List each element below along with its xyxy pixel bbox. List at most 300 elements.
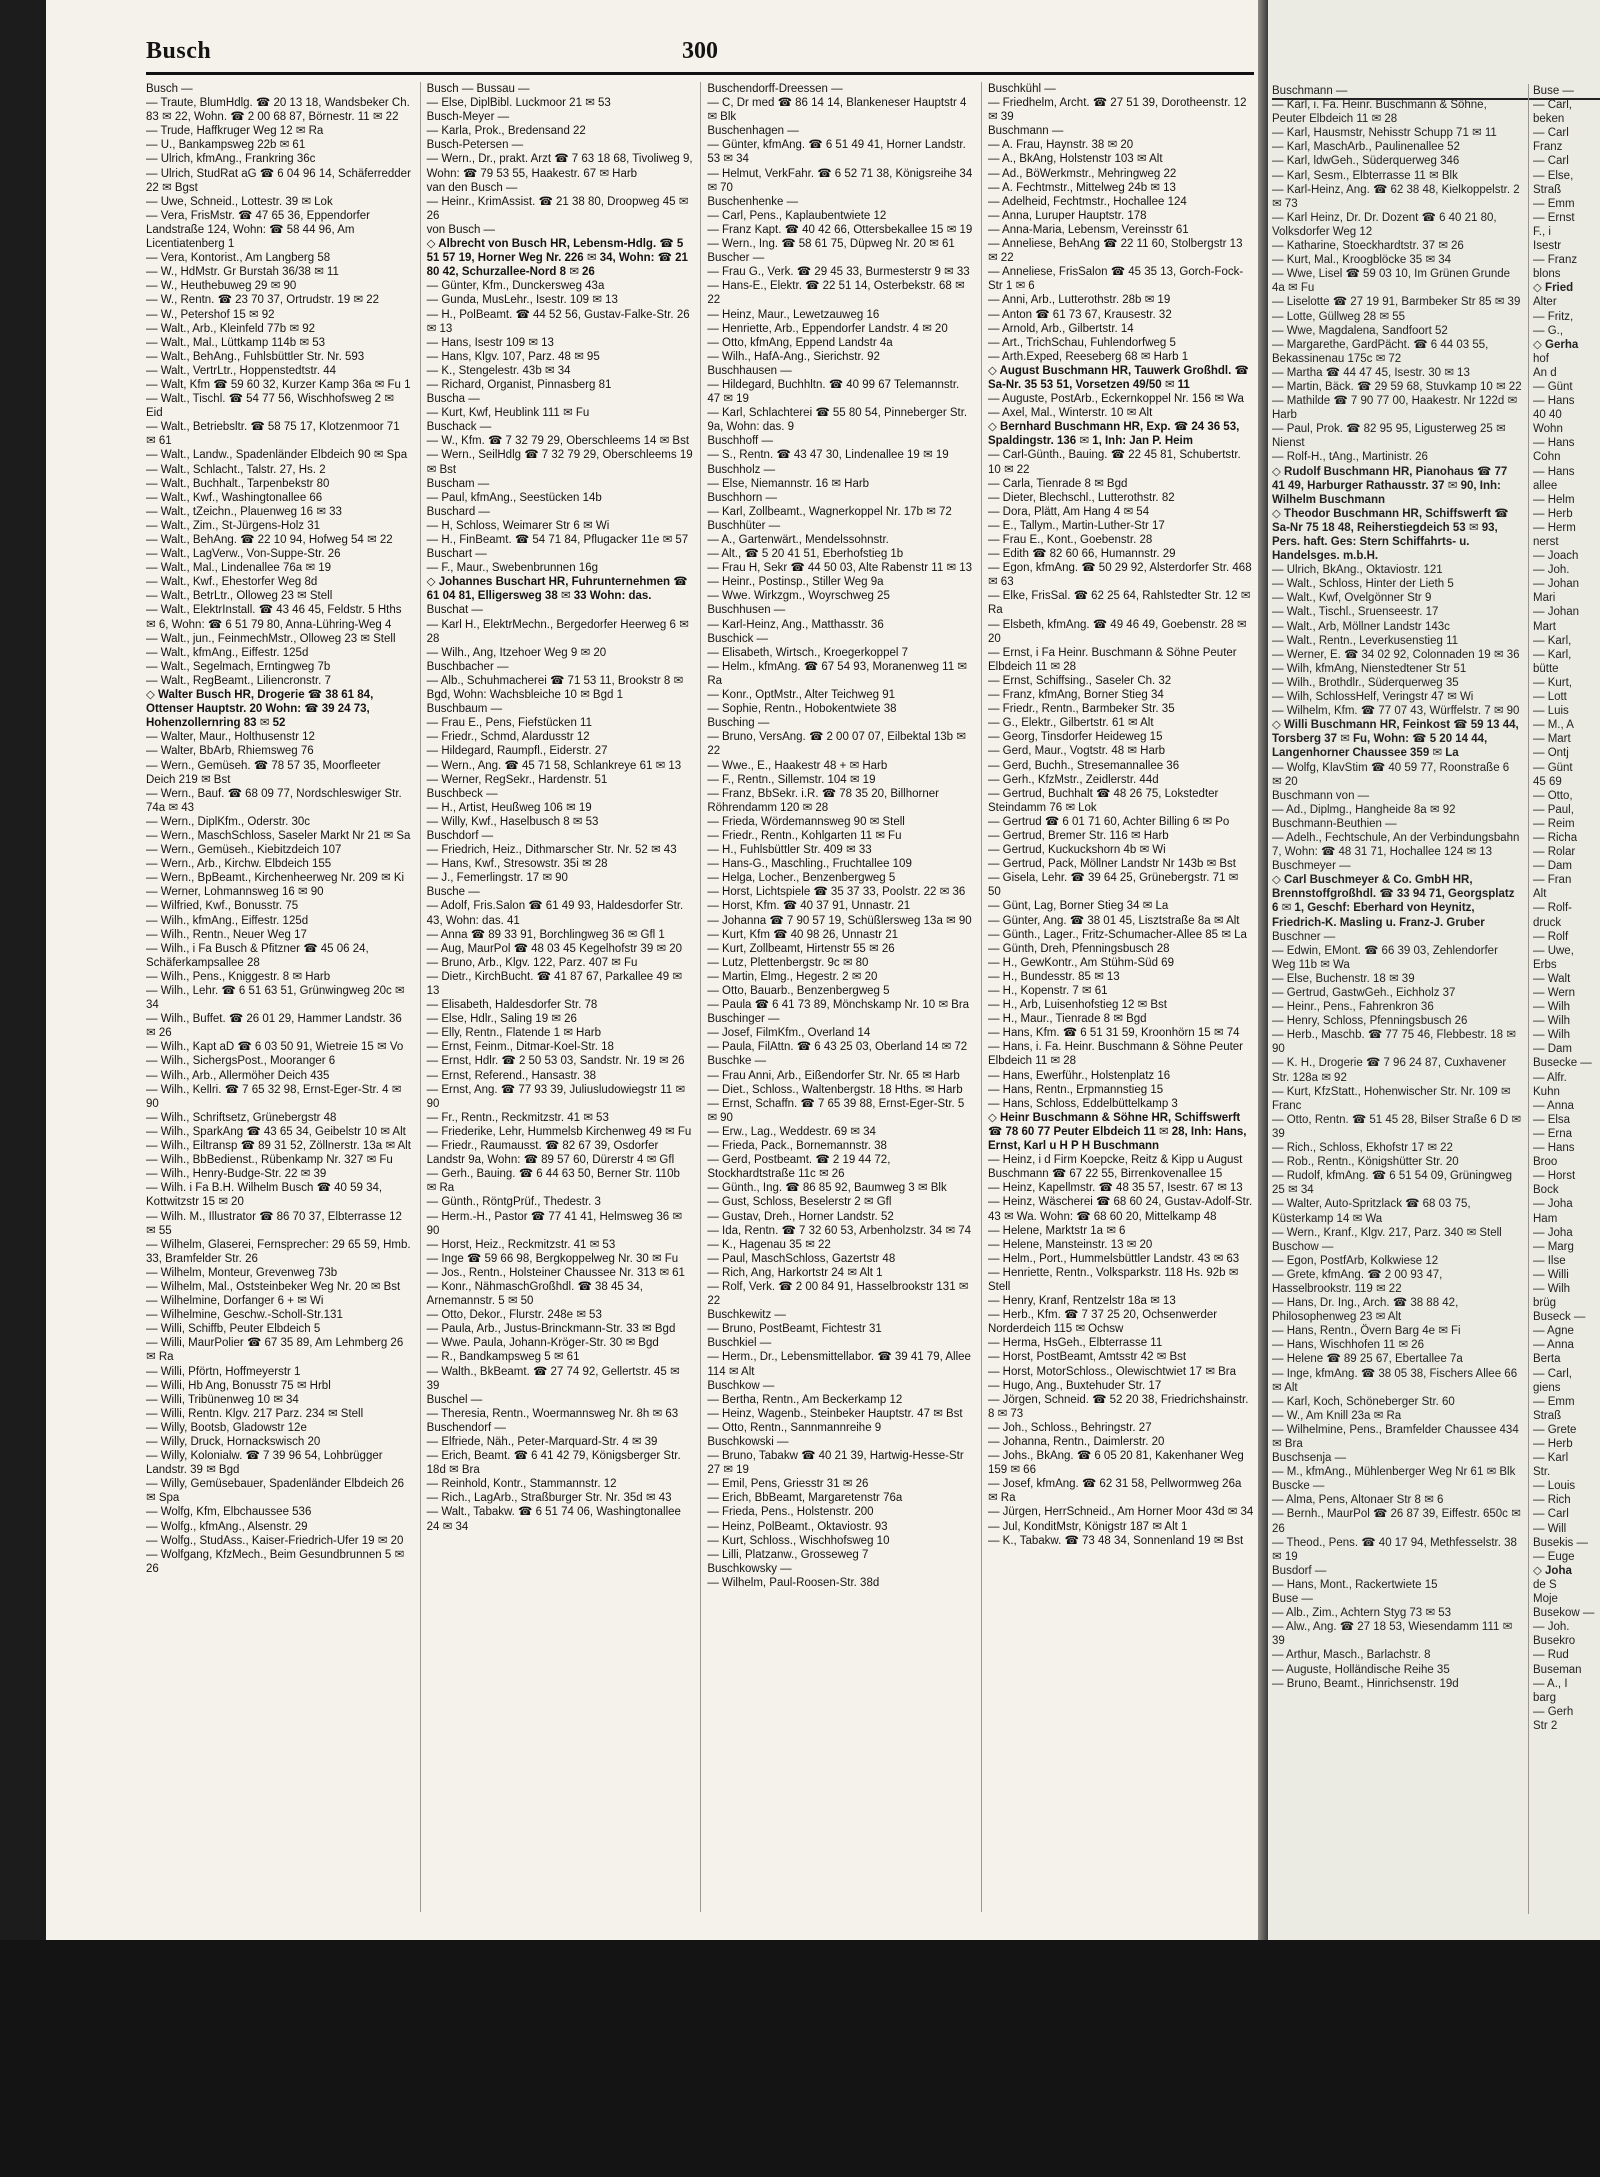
facing-page	[1268, 0, 1600, 1940]
directory-entry: — Wern., Ing. ☎ 58 61 75, Düpweg Nr. 20 ✉ 61	[707, 238, 955, 251]
directory-entry: — Frau E., Kont., Goebenstr. 28	[987, 534, 1153, 546]
directory-entry: — W., Am Knill 23a ✉ Ra	[1272, 1409, 1402, 1422]
directory-entry: — Elsa	[1533, 1113, 1571, 1126]
directory-entry: — K., Tabakw. ☎ 73 48 34, Sonnenland 19 ✉ Bst	[987, 1534, 1244, 1547]
directory-entry: — Joh.	[1533, 1621, 1570, 1634]
directory-entry: — Art., TrichSchau, Fuhlendorfweg 5	[987, 336, 1176, 349]
directory-entry: — Wilh., Eiltransp ☎ 89 31 52, Zöllnerstr. 13a ✉ Alt	[146, 1140, 411, 1153]
directory-entry: — Lott	[1533, 691, 1567, 704]
directory-entry: — Gunda, MusLehr., Isestr. 109 ✉ 13	[426, 294, 618, 307]
directory-entry: — Günter, kfmAng. ☎ 6 51 49 41, Horner Landstr. 53 ✉ 34	[707, 139, 966, 166]
directory-entry: ◇ Bernhard Buschmann HR, Exp. ☎ 24 36 53, Spaldingstr. 136 ✉ 1, Inh: Jan P. Heim	[987, 421, 1240, 448]
directory-entry: Buschhorn —	[707, 491, 777, 504]
directory-entry: Buschmeyer —	[1272, 860, 1351, 873]
directory-entry: — Adolf, Fris.Salon ☎ 61 49 93, Haldesdorfer Str. 43, Wohn: das. 41	[426, 900, 684, 927]
directory-entry: — Elsbeth, kfmAng. ☎ 49 46 49, Goebenstr. 28 ✉ 20	[987, 618, 1247, 645]
directory-entry: — Wilhelm, Paul-Roosen-Str. 38d	[707, 1576, 880, 1589]
directory-entry: — Hans, Kwf., Stresowstr. 35i ✉ 28	[426, 858, 608, 871]
page-number: 300	[682, 38, 718, 64]
directory-entry: — Helene, Marktstr 1a ✉ 6	[987, 1224, 1126, 1237]
directory-entry: — Arth.Exped, Reeseberg 68 ✉ Harb 1	[987, 350, 1189, 363]
directory-entry: — Elfriede, Näh., Peter-Marquard-Str. 4 ✉ 39	[426, 1436, 658, 1448]
directory-entry: — Erich, Beamt. ☎ 6 41 42 79, Königsberger Str. 18d ✉ Bra	[426, 1450, 681, 1477]
directory-entry: — Carl-Günth., Bauing. ☎ 22 45 81, Schubertstr. 10 ✉ 22	[987, 449, 1241, 476]
directory-entry: — Egon, kfmAng. ☎ 50 29 92, Alsterdorfer Str. 468 ✉ 63	[987, 562, 1252, 589]
directory-entry: — Walt., BehAng. ☎ 22 10 94, Hofweg 54 ✉ 22	[146, 534, 393, 546]
directory-entry: — Walt., jun., FeinmechMstr., Olloweg 23 ✉ Stell	[146, 632, 396, 645]
directory-entry: — Herm	[1533, 521, 1576, 534]
directory-entry: — Wilh., HafA-Ang., Sierichstr. 92	[707, 350, 880, 363]
directory-entry: ◇ Joha	[1533, 1564, 1572, 1577]
directory-entry: — Traute, BlumHdlg. ☎ 20 13 18, Wandsbeker Ch. 83 ✉ 22, Wohn. ☎ 2 00 68 87, Börnestr. 11 ✉ 22	[146, 97, 410, 124]
directory-entry: — Otto,	[1533, 789, 1573, 802]
directory-entry: — Georg, Tinsdorfer Heideweg 15	[987, 731, 1163, 744]
directory-entry: — Else, Buchenstr. 18 ✉ 39	[1272, 972, 1415, 985]
directory-entry: — Gertrud ☎ 6 01 71 60, Achter Billing 6 ✉ Po	[987, 815, 1230, 828]
directory-entry: Broo	[1533, 1156, 1558, 1169]
directory-entry: — Karl, Hausmstr, Nehisstr Schupp 71 ✉ 11	[1272, 127, 1497, 140]
directory-entry: — Ernst, Referend., Hansastr. 38	[426, 1069, 597, 1082]
directory-entry: Buseman	[1533, 1663, 1582, 1676]
directory-entry: Isestr	[1533, 240, 1562, 253]
directory-entry: — Gerd, Buchh., Stresemannallee 36	[987, 759, 1180, 772]
directory-entry: — Willi	[1533, 1268, 1569, 1281]
directory-entry: — W., HdMstr. Gr Burstah 36/38 ✉ 11	[146, 266, 339, 279]
directory-entry: — Friedr., Rentn., Kohlgarten 11 ✉ Fu	[707, 829, 902, 842]
directory-entry: Buscha —	[426, 393, 480, 406]
directory-entry: bütte	[1533, 662, 1559, 675]
directory-entry: — Paula ☎ 6 41 73 89, Mönchskamp Nr. 10 ✉ Bra	[707, 999, 970, 1012]
directory-entry: — Walt., Kwf., Ehestorfer Weg 8d	[146, 576, 318, 589]
directory-entry: — Ulrich, StudRat aG ☎ 6 04 96 14, Schäferredder 22 ✉ Bgst	[146, 167, 411, 194]
directory-entry: — Friedhelm, Archt. ☎ 27 51 39, Dorotheenstr. 12 ✉ 39	[987, 97, 1247, 124]
directory-entry: — Helga, Locher., Benzenbergweg 5	[707, 872, 896, 885]
directory-entry: Buscher —	[707, 252, 765, 265]
directory-entry: Wohn	[1533, 423, 1563, 436]
directory-entry: — Hans, i. Fa. Heinr. Buschmann & Söhne Peuter Elbdeich 11 ✉ 28	[987, 1041, 1244, 1068]
directory-entry: — Willi, Schiffb, Peuter Elbdeich 5	[146, 1323, 321, 1336]
directory-entry: Busekro	[1533, 1635, 1576, 1648]
directory-entry: — Herb., Maschb. ☎ 77 75 46, Flebbestr. 18 ✉ 90	[1272, 1029, 1516, 1056]
directory-entry: — Bertha, Rentn., Am Beckerkamp 12	[707, 1393, 903, 1406]
directory-entry: — Lotte, Güllweg 28 ✉ 55	[1272, 310, 1406, 323]
directory-entry: — Walt., LagVerw., Von-Suppe-Str. 26	[146, 548, 341, 561]
directory-entry: — Jörgen, Schneid. ☎ 52 20 38, Friedrichshainstr. 8 ✉ 73	[987, 1393, 1249, 1420]
directory-entry: — Anna-Maria, Lebensm, Vereinsstr 61	[987, 223, 1189, 236]
directory-entry: — Edith ☎ 82 60 66, Humannstr. 29	[987, 548, 1176, 561]
directory-entry: — Anneliese, BehAng ☎ 22 11 60, Stolbergstr 13 ✉ 22	[987, 238, 1243, 265]
directory-entry: Buscke —	[1272, 1480, 1325, 1493]
directory-entry: — Willi, Pförtn, Hoffmeyerstr 1	[146, 1365, 301, 1378]
directory-entry: — Gerh	[1533, 1705, 1574, 1718]
directory-entry: — W., Heuthebuweg 29 ✉ 90	[146, 280, 297, 293]
directory-entry: — Wilhelm, Monteur, Grevenweg 73b	[146, 1266, 338, 1279]
directory-entry: — Josef, FilmKfm., Overland 14	[707, 1027, 871, 1040]
directory-entry: — Wilh., Henry-Budge-Str. 22 ✉ 39	[146, 1168, 327, 1181]
directory-entry: — Joha	[1533, 1226, 1573, 1239]
directory-entry: — Paul, Prok. ☎ 82 95 95, Ligusterweg 25 ✉ Nienst	[1272, 423, 1506, 450]
directory-entry: — Theresia, Rentn., Woermannsweg Nr. 8h ✉ 63	[426, 1407, 679, 1420]
directory-entry: — Gertrud, GastwGeh., Eichholz 37	[1272, 987, 1456, 999]
directory-entry: Buschbaum —	[426, 703, 503, 716]
directory-entry: — Carl	[1533, 1508, 1569, 1521]
directory-entry: — Wilh	[1533, 1001, 1571, 1014]
directory-entry: — Herb	[1533, 507, 1573, 520]
directory-entry: — Gisela, Lehr. ☎ 39 64 25, Grünebergstr. 71 ✉ 50	[987, 872, 1239, 899]
directory-entry: Alt	[1533, 888, 1547, 901]
directory-entry: — Hildegard, Raumpfl., Eiderstr. 27	[426, 745, 608, 758]
directory-entry: — Wilh. M., Illustrator ☎ 86 70 37, Elbterrasse 12 ✉ 55	[146, 1210, 402, 1237]
directory-entry: — Walt., Segelmach, Erntingweg 7b	[146, 660, 331, 673]
directory-entry: — Walt	[1533, 972, 1571, 985]
directory-entry: — Helmut, VerkFahr. ☎ 6 52 71 38, Königsreihe 34 ✉ 70	[707, 167, 973, 194]
directory-entry: — A. Frau, Haynstr. 38 ✉ 20	[987, 139, 1134, 152]
directory-entry: — Kurt, Schloss., Wischhofsweg 10	[707, 1534, 890, 1547]
directory-entry: — Walt., BehAng., Fuhlsbüttler Str. Nr. 593	[146, 350, 365, 363]
directory-entry: — Frieda, Pack., Bornemannstr. 38	[707, 1140, 887, 1153]
directory-entry: Buschendorf —	[426, 1421, 506, 1434]
directory-entry: — Ernst	[1533, 211, 1575, 224]
directory-entry: — Rich., LagArb., Straßburger Str. Nr. 35d ✉ 43	[426, 1492, 672, 1505]
directory-entry: — Wern., Kranf., Klgv. 217, Parz. 340 ✉ Stell	[1272, 1226, 1502, 1239]
directory-entry: Berta	[1533, 1353, 1561, 1366]
directory-entry: Buschart —	[426, 548, 487, 561]
directory-entry: — Friedr., Rentn., Barmbeker Str. 35	[987, 703, 1175, 716]
directory-entry: — Anton ☎ 61 73 67, Krausestr. 32	[987, 308, 1172, 321]
directory-entry: — Paul, MaschSchloss, Gazertstr 48	[707, 1252, 896, 1265]
directory-entry: Buschat —	[426, 604, 483, 617]
directory-entry: — Walt., Buchhalt., Tarpenbekstr 80	[146, 477, 330, 490]
directory-page	[46, 0, 1258, 1940]
directory-entry: — Joh.	[1533, 564, 1570, 577]
directory-entry: — Heinz, Maur., Lewetzauweg 16	[707, 308, 880, 321]
directory-entry: — Rich., Schloss, Ekhofstr 17 ✉ 22	[1272, 1142, 1453, 1155]
directory-entry: 45 69	[1533, 775, 1562, 788]
directory-entry: — Mart	[1533, 733, 1571, 746]
directory-entry: barg	[1533, 1691, 1557, 1704]
directory-entry: — Hans, Wischhofen 11 ✉ 26	[1272, 1339, 1424, 1352]
directory-entry: — Gerh., KfzMstr., Zeidlerstr. 44d	[987, 773, 1159, 786]
directory-entry: — Günt	[1533, 761, 1573, 774]
directory-entry: — Friedr., Raumausst. ☎ 82 67 39, Osdorfer Landstr 9a, Wohn: ☎ 89 57 60, Dürerstr 4 ✉ Gfl	[426, 1140, 675, 1167]
directory-entry: — Heinr., Pens., Fahrenkron 36	[1272, 1001, 1434, 1014]
directory-entry: — Wern., Gemüseh. ☎ 78 57 35, Moorfleeter Deich 219 ✉ Bst	[146, 759, 381, 786]
directory-entry: Buschsenja —	[1272, 1452, 1347, 1465]
directory-entry: — Wilh., kfmAng., Eiffestr. 125d	[146, 914, 309, 927]
directory-entry: — Karl, Sesm., Elbterrasse 11 ✉ Blk	[1272, 169, 1458, 182]
directory-entry: — Heinz, i d Firm Koepcke, Reitz & Kipp u August Buschmann ☎ 67 22 55, Birrenkovenallee 15	[987, 1154, 1243, 1181]
directory-entry: — Walt., Mal., Lüttkamp 114b ✉ 53	[146, 336, 326, 349]
directory-entry: — Frau G., Verk. ☎ 29 45 33, Burmesterstr 9 ✉ 33	[707, 266, 970, 279]
directory-entry: Busch-Petersen —	[426, 139, 524, 152]
directory-entry: — Agne	[1533, 1325, 1574, 1338]
directory-entry: Cohn	[1533, 451, 1561, 464]
directory-entry: — A., I	[1533, 1677, 1568, 1690]
directory-entry: hof	[1533, 352, 1549, 365]
directory-entry: — W., Petershof 15 ✉ 92	[146, 308, 275, 321]
directory-entry: — Walt., BetrLtr., Olloweg 23 ✉ Stell	[146, 590, 333, 603]
directory-entry: — Bruno, Tabakw ☎ 40 21 39, Hartwig-Hesse-Str 27 ✉ 19	[707, 1450, 964, 1477]
directory-entry: — A. Fechtmstr., Mittelweg 24b ✉ 13	[987, 181, 1176, 194]
directory-entry: — Walt., kfmAng., Eiffestr. 125d	[146, 646, 309, 659]
directory-entry: — Karl, Schlachterei ☎ 55 80 54, Pinneberger Str. 9a, Wohn: das. 9	[707, 407, 968, 434]
directory-entry: — Egon, PostfArb, Kolkwiese 12	[1272, 1254, 1439, 1267]
directory-entry: — H., Kopenstr. 7 ✉ 61	[987, 985, 1108, 997]
directory-entry: — Elly, Rentn., Flatende 1 ✉ Harb	[426, 1027, 601, 1040]
directory-entry: — Wilfried, Kwf., Bonusstr. 75	[146, 900, 299, 913]
directory-entry: giens	[1533, 1381, 1561, 1394]
directory-entry: — Johan	[1533, 578, 1580, 591]
directory-entry: — Hans	[1533, 395, 1575, 408]
directory-entry: — Alb., Schuhmacherei ☎ 71 53 11, Brookstr 8 ✉ Bgd, Wohn: Wachsbleiche 10 ✉ Bgd 1	[426, 674, 684, 702]
directory-entry: — Frau H, Sekr ☎ 44 50 03, Alte Rabenstr 11 ✉ 13	[707, 562, 973, 575]
directory-entry: ◇ Johannes Buschart HR, Fuhrunternehmen ☎ 61 04 81, Elligersweg 38 ✉ 33 Wohn: das.	[426, 576, 688, 603]
directory-entry: — Jürgen, HerrSchneid., Am Horner Moor 43d ✉ 34	[987, 1506, 1254, 1519]
directory-entry: — Wolfg., kfmAng., Alsenstr. 29	[146, 1520, 308, 1533]
directory-entry: — Henry, Kranf, Rentzelstr 18a ✉ 13	[987, 1295, 1176, 1308]
directory-entry: ◇ Theodor Buschmann HR, Schiffswerft ☎ Sa-Nr 75 18 48, Reiherstiegdeich 53 ✉ 93, Pers. haft. Ges: Stern Schiffahrts- u. Handelsges. m.b.H.	[1272, 507, 1509, 563]
directory-entry: — Mathilde ☎ 7 90 77 00, Haakestr. Nr 122d ✉ Harb	[1272, 395, 1518, 422]
directory-entry: — Anna	[1533, 1339, 1574, 1352]
directory-entry: Buschbeck —	[426, 787, 498, 800]
directory-entry: — Wilh, SchlossHelf, Veringstr 47 ✉ Wi	[1272, 691, 1474, 704]
directory-entry: Buseck —	[1533, 1311, 1586, 1324]
directory-entry: — Elisabeth, Haldesdorfer Str. 78	[426, 999, 598, 1012]
directory-entry: — Vera, FrisMstr. ☎ 47 65 36, Eppendorfer Landstraße 124, Wohn: ☎ 58 44 96, Am Licentiatenberg 1	[146, 209, 370, 251]
directory-entry: — Ernst, Schaffn. ☎ 7 65 39 88, Ernst-Eger-Str. 5 ✉ 90	[707, 1097, 965, 1124]
directory-entry: — Dora, Plätt, Am Hang 4 ✉ 54	[987, 505, 1150, 518]
directory-entry: — Wilh., SichergsPost., Mooranger 6	[146, 1055, 336, 1068]
directory-entry: de S	[1533, 1578, 1557, 1591]
directory-entry: — Auguste, PostArb., Eckernkoppel Nr. 156 ✉ Wa	[987, 393, 1244, 406]
directory-entry: — Uwe,	[1533, 944, 1574, 957]
directory-entry: — Wolfgang, KfzMech., Beim Gesundbrunnen 5 ✉ 26	[146, 1548, 405, 1575]
directory-entry: — Willi, Tribünenweg 10 ✉ 34	[146, 1393, 299, 1406]
directory-entry: — Helm., kfmAng. ☎ 67 54 93, Moranenweg 11 ✉ Ra	[707, 660, 967, 687]
directory-entry: — Wilh., Pens., Kniggestr. 8 ✉ Harb	[146, 970, 331, 983]
directory-entry: — Ilse	[1533, 1254, 1566, 1267]
directory-entry: — Walt., Zim., St-Jürgens-Holz 31	[146, 519, 321, 532]
directory-entry: — Wern., Arb., Kirchw. Elbdeich 155	[146, 858, 332, 871]
directory-entry: — Wilhelm, Mal., Oststeinbeker Weg Nr. 20 ✉ Bst	[146, 1280, 401, 1293]
directory-entry: — Lilli, Platzanw., Grosseweg 7	[707, 1548, 869, 1561]
directory-entry: — Günter, Kfm., Dunckersweg 43a	[426, 280, 605, 293]
directory-entry: — H., GewKontr., Am Stühm-Süd 69	[987, 956, 1174, 969]
directory-entry: Mari	[1533, 592, 1556, 605]
directory-entry: — Bruno, Beamt., Hinrichsenstr. 19d	[1272, 1677, 1459, 1690]
directory-entry: — A., BkAng, Holstenstr 103 ✉ Alt	[987, 153, 1163, 166]
directory-entry: brüg	[1533, 1297, 1557, 1310]
directory-entry: — Hans, Isestr 109 ✉ 13	[426, 336, 554, 349]
directory-entry: Buschmann von —	[1272, 789, 1370, 802]
directory-entry: — Anna	[1533, 1099, 1574, 1112]
directory-entry: — Karl-Heinz, Ang. ☎ 62 38 48, Kielkoppelstr. 2 ✉ 73	[1272, 183, 1520, 210]
directory-entry: — Helene ☎ 89 25 67, Ebertallee 7a	[1272, 1353, 1463, 1366]
directory-entry: — Wern., SeilHdlg ☎ 7 32 79 29, Oberschleems 19 ✉ Bst	[426, 449, 693, 476]
directory-entry: — Ulrich, kfmAng., Frankring 36c	[146, 153, 316, 166]
directory-entry: — Henry, Schloss, Pfenningsbusch 26	[1272, 1015, 1468, 1028]
directory-entry: — Emm	[1533, 197, 1575, 210]
directory-entry: — Wwe. Paula, Johann-Kröger-Str. 30 ✉ Bgd	[426, 1337, 659, 1350]
directory-entry: — Carl	[1533, 127, 1569, 140]
directory-entry: — Friederike, Lehr, Hummelsb Kirchenweg 49 ✉ Fu	[426, 1125, 692, 1138]
directory-entry: — Walter, BbArb, Rhiemsweg 76	[146, 745, 314, 758]
directory-entry: — Johan	[1533, 606, 1580, 619]
directory-entry: F., i	[1533, 225, 1551, 238]
directory-entry: — Walt., ElektrInstall. ☎ 43 46 45, Feldstr. 5 Hths ✉ 6, Wohn: ☎ 6 51 79 80, Anna-Lühring-Weg 4	[146, 604, 402, 631]
directory-entry: Buschendorff-Dreessen —	[707, 83, 843, 95]
directory-entry: — Rolf-H., tAng., Martinistr. 26	[1272, 451, 1428, 464]
directory-entry: — Horst, Heiz., Reckmitzstr. 41 ✉ 53	[426, 1238, 616, 1251]
directory-entry: — Herm.-H., Pastor ☎ 77 41 41, Helmsweg 36 ✉ 90	[426, 1210, 682, 1237]
directory-entry: — Helm	[1533, 493, 1575, 506]
directory-entry: — Walt., Tischl. ☎ 54 77 56, Wischhofsweg 2 ✉ Eid	[146, 393, 394, 420]
directory-entry: — Otto, Rentn. ☎ 51 45 28, Bilser Straße 6 D ✉ 39	[1272, 1113, 1521, 1140]
directory-entry: — Willi, Hb Ang, Bonusstr 75 ✉ Hrbl	[146, 1379, 331, 1392]
directory-entry: — Hans, Rentn., Erpmannstieg 15	[987, 1083, 1164, 1096]
column-3	[700, 82, 973, 1912]
book-gutter	[1258, 0, 1268, 1940]
directory-entry: — Else, Hdlr., Saling 19 ✉ 26	[426, 1013, 577, 1026]
directory-entry: — Hans, Dr. Ing., Arch. ☎ 38 88 42, Philosophenweg 23 ✉ Alt	[1272, 1297, 1459, 1324]
directory-entry: — Vera, Kontorist., Am Langberg 58	[146, 252, 331, 265]
directory-entry: — Carla, Tienrade 8 ✉ Bgd	[987, 477, 1128, 490]
directory-entry: — Rolf, Verk. ☎ 2 00 84 91, Hasselbrookstr 131 ✉ 22	[707, 1280, 969, 1308]
directory-entry: — Kurt, Mal., Kroogblöcke 35 ✉ 34	[1272, 254, 1452, 267]
directory-entry: — Ad., Diplmg., Hangheide 8a ✉ 92	[1272, 803, 1456, 816]
directory-entry: — Dieter, Blechschl., Lutterothstr. 82	[987, 491, 1175, 504]
directory-entry: — Alw., Ang. ☎ 27 18 53, Wiesendamm 111 ✉ 39	[1272, 1621, 1513, 1648]
directory-entry: — U., Bankampsweg 22b ✉ 61	[146, 139, 306, 152]
directory-entry: — Anneliese, FrisSalon ☎ 45 35 13, Gorch-Fock-Str 1 ✉ 6	[987, 266, 1244, 293]
directory-entry: — Willy, Bootsb, Gladowstr 12e	[146, 1421, 307, 1434]
directory-entry: — Wern., BpBeamt., Kirchenheerweg Nr. 209 ✉ Ki	[146, 872, 405, 885]
directory-entry: — Ernst, Schiffsing., Saseler Ch. 32	[987, 674, 1172, 687]
directory-entry: — Carl,	[1533, 1367, 1572, 1380]
directory-entry: — Wilh	[1533, 1015, 1571, 1028]
directory-entry: — Axel, Mal., Winterstr. 10 ✉ Alt	[987, 407, 1153, 420]
directory-entry: — Marg	[1533, 1240, 1574, 1253]
directory-entry: — Wilhelmine, Geschw.-Scholl-Str.131	[146, 1309, 343, 1322]
directory-entry: — Gertrud, Pack, Möllner Landstr Nr 143b ✉ Bst	[987, 858, 1237, 871]
directory-entry: Busche —	[426, 886, 480, 899]
directory-entry: ◇ August Buschmann HR, Tauwerk Großhdl. ☎ Sa-Nr. 35 53 51, Vorsetzen 49/50 ✉ 11	[987, 364, 1249, 391]
directory-entry: — M., A	[1533, 719, 1574, 732]
directory-entry: — A., Gartenwärt., Mendelssohnstr.	[707, 534, 889, 546]
directory-entry: — Dam	[1533, 1043, 1572, 1056]
directory-entry: Buschick —	[707, 632, 769, 645]
directory-entry: — Wern., DiplKfm., Oderstr. 30c	[146, 815, 311, 828]
directory-entry: — Alt., ☎ 5 20 41 51, Eberhofstieg 1b	[707, 548, 904, 561]
directory-entry: — Wilhelmine, Pens., Bramfelder Chaussee 434 ✉ Bra	[1272, 1423, 1519, 1450]
directory-entry: — Konr., OptMstr., Alter Teichweg 91	[707, 689, 896, 702]
directory-entry: — Wern., Dr., prakt. Arzt ☎ 7 63 18 68, Tivoliweg 9, Wohn: ☎ 79 53 55, Haakestr. 67 ✉ Harb	[426, 153, 693, 180]
directory-entry: — Wilhelm, Kfm. ☎ 77 07 43, Würffelstr. 7 ✉ 90	[1272, 705, 1520, 718]
directory-entry: — Konr., NähmaschGroßhdl. ☎ 38 45 34, Arnemannstr. 5 ✉ 50	[426, 1280, 643, 1308]
directory-entry: — Willi, Rentn. Klgv. 217 Parz. 234 ✉ Stell	[146, 1407, 364, 1420]
directory-entry: — Henriette, Rentn., Volksparkstr. 118 Hs. 92b ✉ Stell	[987, 1266, 1239, 1293]
directory-entry: Ham	[1533, 1212, 1558, 1225]
directory-entry: — Ad., BöWerkmstr., Mehringweg 22	[987, 167, 1177, 180]
directory-entry: — Wilh., Lehr. ☎ 6 51 63 51, Grünwingweg 20c ✉ 34	[146, 985, 405, 1012]
directory-entry: — Johs., BkAng. ☎ 6 05 20 81, Kakenhaner Weg 159 ✉ 66	[987, 1450, 1244, 1477]
directory-entry: Buschhüter —	[707, 519, 781, 532]
directory-entry: — Frieda, Wördemannsweg 90 ✉ Stell	[707, 815, 905, 828]
directory-entry: — Willi, MaurPolier ☎ 67 35 89, Am Lehmberg 26 ✉ Ra	[146, 1337, 404, 1364]
directory-entry: — Wilhelm, Glaserei, Fernsprecher: 29 65 59, Hmb. 33, Bramfelder Str. 26	[146, 1238, 411, 1265]
directory-entry: — Adelheid, Fechtmstr., Hochallee 124	[987, 195, 1187, 208]
facing-column-2	[1528, 84, 1600, 1914]
directory-entry: — Karl, Zollbeamt., Wagnerkoppel Nr. 17b ✉ 72	[707, 505, 952, 518]
directory-entry: — Werner, RegSekr., Hardenstr. 51	[426, 773, 608, 786]
directory-entry: — Kurt, Kfm ☎ 40 98 26, Unnastr 21	[707, 928, 899, 941]
directory-entry: — Alma, Pens, Altonaer Str 8 ✉ 6	[1272, 1494, 1444, 1507]
directory-entry: Buschinger —	[707, 1013, 780, 1026]
directory-entry: — Rolf	[1533, 930, 1569, 943]
directory-entry: — Walt., RegBeamt., Liliencronstr. 7	[146, 674, 331, 687]
directory-entry: — Walt., Kwf, Ovelgönner Str 9	[1272, 592, 1432, 605]
directory-entry: — Trude, Haffkruger Weg 12 ✉ Ra	[146, 125, 324, 138]
directory-entry: 40 40	[1533, 409, 1562, 422]
directory-entry: — Aug, MaurPol ☎ 48 03 45 Kegelhofstr 39 ✉ 20	[426, 942, 683, 955]
directory-entry: — Elke, FrisSal. ☎ 62 25 64, Rahlstedter Str. 12 ✉ Ra	[987, 590, 1251, 617]
directory-entry: — W., Rentn. ☎ 23 70 37, Ortrudstr. 19 ✉ 22	[146, 294, 379, 307]
directory-entry: — Richard, Organist, Pinnasberg 81	[426, 378, 612, 391]
directory-entry: — Karl, i. Fa. Heinr. Buschmann & Söhne, Peuter Elbdeich 11 ✉ 28	[1272, 99, 1487, 126]
directory-entry: — Wilh	[1533, 1282, 1571, 1295]
directory-entry: Buschkowsky —	[707, 1562, 792, 1575]
directory-entry: — Hans, Schloss, Eddelbüttelkamp 3	[987, 1097, 1178, 1110]
directory-entry: — Karl, Koch, Schöneberger Str. 60	[1272, 1395, 1455, 1408]
directory-entry: Str.	[1533, 1466, 1551, 1479]
directory-entry: — Wolfg, KlavStim ☎ 40 59 77, Roonstraße 6 ✉ 20	[1272, 761, 1510, 788]
directory-entry: — Karla, Prok., Bredensand 22	[426, 125, 586, 138]
directory-entry: — Paul,	[1533, 803, 1574, 816]
directory-entry: — Erna	[1533, 1127, 1572, 1140]
directory-entry: — Martin, Elmg., Hegestr. 2 ✉ 20	[707, 970, 878, 983]
directory-entry: — Gertrud, Kuckuckshorn 4b ✉ Wi	[987, 844, 1166, 857]
directory-entry: — Bruno, Arb., Klgv. 122, Parz. 407 ✉ Fu	[426, 956, 638, 969]
directory-entry: ◇ Willi Buschmann HR, Feinkost ☎ 59 13 44, Torsberg 37 ✉ Fu, Wohn: ☎ 5 20 14 44, Langenhorner Chaussee 359 ✉ La	[1272, 719, 1519, 760]
directory-entry: — Jos., Rentn., Holsteiner Chaussee Nr. 313 ✉ 61	[426, 1266, 685, 1279]
directory-entry: — Rudolf, kfmAng. ☎ 6 51 54 09, Grüningweg 25 ✉ 34	[1272, 1170, 1512, 1197]
directory-entry: — Inge ☎ 59 66 98, Bergkoppelweg Nr. 30 ✉ Fu	[426, 1252, 679, 1265]
directory-entry: — Franz Kapt. ☎ 40 42 66, Ottersbekallee 15 ✉ 19	[707, 223, 973, 236]
directory-entry: — Walt., Arb, Möllner Landstr 143c	[1272, 620, 1450, 633]
directory-entry: Buschkühl —	[987, 83, 1056, 95]
directory-entry: Busdorf —	[1272, 1564, 1327, 1577]
directory-entry: — Helm., Port., Hummelsbüttler Landstr. 43 ✉ 63	[987, 1252, 1240, 1265]
directory-entry: — Luis	[1533, 705, 1569, 718]
directory-entry: — Johanna ☎ 7 90 57 19, Schüßlersweg 13a ✉ 90	[707, 914, 972, 927]
directory-entry: — Uwe, Schneid., Lottestr. 39 ✉ Lok	[146, 195, 333, 208]
directory-entry: — Ida, Rentn. ☎ 7 32 60 53, Arbenholzstr. 34 ✉ 74	[707, 1224, 972, 1237]
directory-entry: allee	[1533, 479, 1558, 492]
directory-entry: — Hans, Kfm. ☎ 6 51 31 59, Kroonhörn 15 ✉ 74	[987, 1027, 1240, 1040]
directory-entry: Busch — Bussau —	[426, 83, 530, 95]
directory-entry: — H, Schloss, Weimarer Str 6 ✉ Wi	[426, 519, 610, 532]
directory-entry: ◇ Fried	[1533, 282, 1574, 295]
directory-entry: — Wilh., Arb., Allermöher Deich 435	[146, 1069, 330, 1082]
header-rule	[146, 72, 1254, 75]
directory-entry: Moje	[1533, 1593, 1558, 1606]
directory-entry: Mart	[1533, 620, 1556, 633]
directory-entry: — Erw., Lag., Weddestr. 69 ✉ 34	[707, 1125, 876, 1138]
directory-entry: Franz	[1533, 141, 1563, 154]
running-head: Busch	[146, 38, 212, 64]
directory-entry: — Ernst, Ang. ☎ 77 93 39, Juliusludowiegstr 11 ✉ 90	[426, 1083, 686, 1110]
directory-entry: Buschhausen —	[707, 364, 792, 377]
